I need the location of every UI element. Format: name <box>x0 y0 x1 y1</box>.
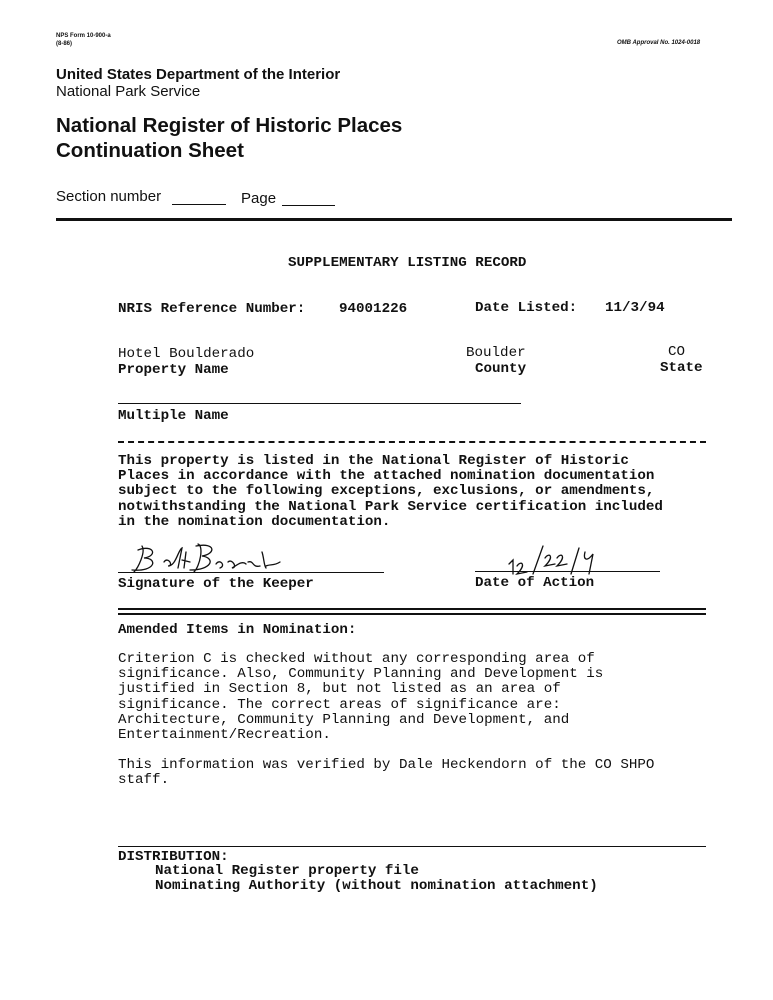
page-title: National Register of Historic Places <box>56 114 403 137</box>
form-number: NPS Form 10-900-a <box>56 33 111 39</box>
distribution-heading: DISTRIBUTION: <box>118 849 229 865</box>
county-label: County <box>475 361 527 377</box>
section-number-label: Section number <box>56 188 162 205</box>
state-label: State <box>660 360 703 376</box>
listing-statement: This property is listed in the National Register of Historic Places in accordance with the attached nomination documentation subject to the following exceptions, exclusions, or amendments, notwithstanding the National Park Service certification included in the nomination documentation. <box>118 453 663 530</box>
date-listed-label: Date Listed: <box>475 300 578 316</box>
department-name: United States Department of the Interior <box>56 66 341 83</box>
verification-text: This information was verified by Dale Heckendorn of the CO SHPO staff. <box>118 757 655 789</box>
property-name-label: Property Name <box>118 362 229 378</box>
signature-label: Signature of the Keeper <box>118 576 314 592</box>
list-item: National Register property file <box>155 863 419 879</box>
nris-value: 94001226 <box>339 301 408 317</box>
keeper-signature <box>124 540 284 576</box>
date-listed-value: 11/3/94 <box>605 300 665 316</box>
page-blank <box>282 205 335 206</box>
action-date-label: Date of Action <box>475 575 595 591</box>
amended-heading: Amended Items in Nomination: <box>118 622 357 638</box>
distribution-rule <box>118 846 706 847</box>
multiple-name-label: Multiple Name <box>118 408 229 424</box>
header-rule <box>56 218 732 221</box>
signature-line <box>118 572 384 573</box>
action-date-line <box>475 571 660 572</box>
state-value: CO <box>668 344 686 360</box>
omb-approval: OMB Approval No. 1024-0018 <box>617 40 701 46</box>
double-rule-bottom <box>118 613 706 615</box>
nris-label: NRIS Reference Number: <box>118 301 306 317</box>
amended-text: Criterion C is checked without any corresponding area of significance. Also, Community Planning and Development is justified in Section 8, but not listed as an area of significance. The correct areas of significance are: Architecture, Community Planning and Development, and Entertainment/Recreation. <box>118 651 604 744</box>
double-rule-top <box>118 608 706 610</box>
form-date: (8-86) <box>56 41 73 47</box>
multiple-name-line <box>118 403 521 404</box>
property-name-value: Hotel Boulderado <box>118 346 255 362</box>
action-date-handwritten <box>505 544 615 578</box>
page-subtitle: Continuation Sheet <box>56 139 244 162</box>
section-number-blank <box>172 204 226 205</box>
record-heading: SUPPLEMENTARY LISTING RECORD <box>288 255 527 271</box>
distribution-list <box>155 864 598 894</box>
county-value: Boulder <box>466 345 526 361</box>
page-label: Page <box>241 190 277 207</box>
dashed-divider <box>118 441 706 443</box>
service-name: National Park Service <box>56 83 201 100</box>
list-item: Nominating Authority (without nomination attachment) <box>155 878 598 895</box>
